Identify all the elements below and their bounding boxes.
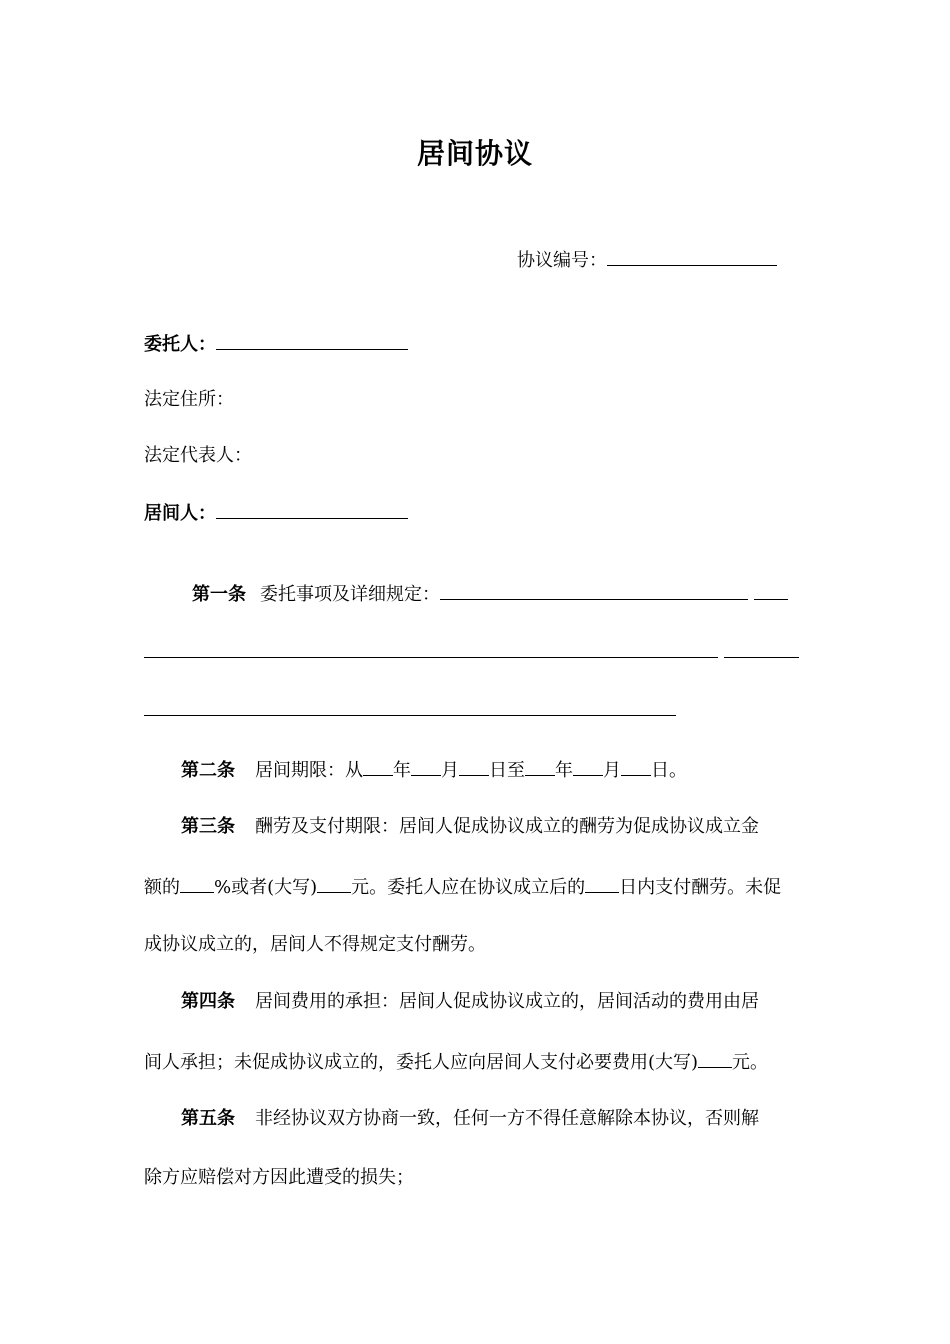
article-2-end-year-blank[interactable] [525, 757, 555, 776]
article-3-text-1: 酬劳及支付期限：居间人促成协议成立的酬劳为促成协议成立金 [255, 816, 759, 837]
article-2-text-to: 日至 [489, 760, 525, 781]
article-2-start-year-blank[interactable] [363, 757, 393, 776]
article-2-line-1 [181, 757, 687, 783]
article-4-text-1: 居间费用的承担：居间人促成协议成立的，居间活动的费用由居 [255, 991, 759, 1012]
article-5-text-2: 除方应赔偿对方因此遭受的损失； [144, 1167, 414, 1188]
article-1-blank-4[interactable] [724, 639, 799, 658]
article-2-start-day-blank[interactable] [459, 757, 489, 776]
article-2-text-year-2: 年 [555, 760, 573, 781]
article-1-blank-1[interactable] [440, 581, 748, 600]
article-4-line-1 [181, 990, 759, 1014]
article-1-line-3 [144, 697, 676, 723]
article-3-text-2b: %或者(大写) [214, 877, 318, 898]
article-2-heading: 第二条 [181, 760, 235, 781]
article-4-line-2 [144, 1049, 768, 1075]
article-5-line-1 [181, 1107, 759, 1131]
article-3-line-3 [144, 933, 486, 957]
article-2-end-day-blank[interactable] [621, 757, 651, 776]
article-1-heading: 第一条 [192, 584, 246, 605]
article-3-text-2c: 元。委托人应在协议成立后的 [351, 877, 586, 898]
article-3-text-3: 成协议成立的，居间人不得规定支付酬劳。 [144, 934, 486, 955]
article-1-blank-5[interactable] [144, 697, 676, 716]
legal-rep-label: 法定代表人： [144, 445, 252, 466]
article-4-text-2a: 间人承担；未促成协议成立的，委托人应向居间人支付必要费用(大写) [144, 1052, 699, 1073]
article-3-amount-blank[interactable] [317, 874, 351, 893]
article-3-heading: 第三条 [181, 816, 235, 837]
principal-blank[interactable] [216, 331, 408, 350]
address-row [144, 388, 234, 412]
document-title: 居间协议 [416, 137, 533, 170]
agreement-number-label: 协议编号： [517, 250, 607, 271]
article-2-end-month-blank[interactable] [573, 757, 603, 776]
article-3-text-2a: 额的 [144, 877, 180, 898]
intermediary-blank[interactable] [216, 500, 408, 519]
intermediary-row [144, 500, 408, 526]
article-2-start-month-blank[interactable] [411, 757, 441, 776]
agreement-number-row [517, 247, 777, 273]
article-2-text-from: 居间期限：从 [255, 760, 363, 781]
principal-row [144, 331, 408, 357]
intermediary-label: 居间人： [144, 503, 216, 524]
article-1-line-2 [144, 639, 799, 665]
article-4-fee-blank[interactable] [698, 1049, 732, 1068]
principal-label: 委托人： [144, 334, 216, 355]
article-1-line-1 [192, 581, 788, 607]
agreement-number-blank[interactable] [607, 247, 777, 266]
article-2-text-day-end: 日。 [651, 760, 687, 781]
article-3-text-2d: 日内支付酬劳。未促 [619, 877, 782, 898]
article-1-text: 委托事项及详细规定： [260, 584, 440, 605]
article-3-line-1 [181, 815, 759, 839]
article-3-line-2 [144, 874, 781, 900]
article-2-text-month: 月 [441, 760, 459, 781]
article-2-text-year: 年 [393, 760, 411, 781]
article-5-text-1: 非经协议双方协商一致，任何一方不得任意解除本协议，否则解 [255, 1108, 759, 1129]
article-1-blank-3[interactable] [144, 639, 718, 658]
legal-rep-row [144, 444, 252, 468]
article-2-text-month-2: 月 [603, 760, 621, 781]
address-label: 法定住所： [144, 389, 234, 410]
article-4-text-2b: 元。 [732, 1052, 769, 1073]
article-3-percent-blank[interactable] [180, 874, 214, 893]
article-3-days-blank[interactable] [585, 874, 619, 893]
article-5-line-2 [144, 1166, 414, 1190]
article-1-blank-2[interactable] [754, 581, 788, 600]
article-4-heading: 第四条 [181, 991, 235, 1012]
article-5-heading: 第五条 [181, 1108, 235, 1129]
